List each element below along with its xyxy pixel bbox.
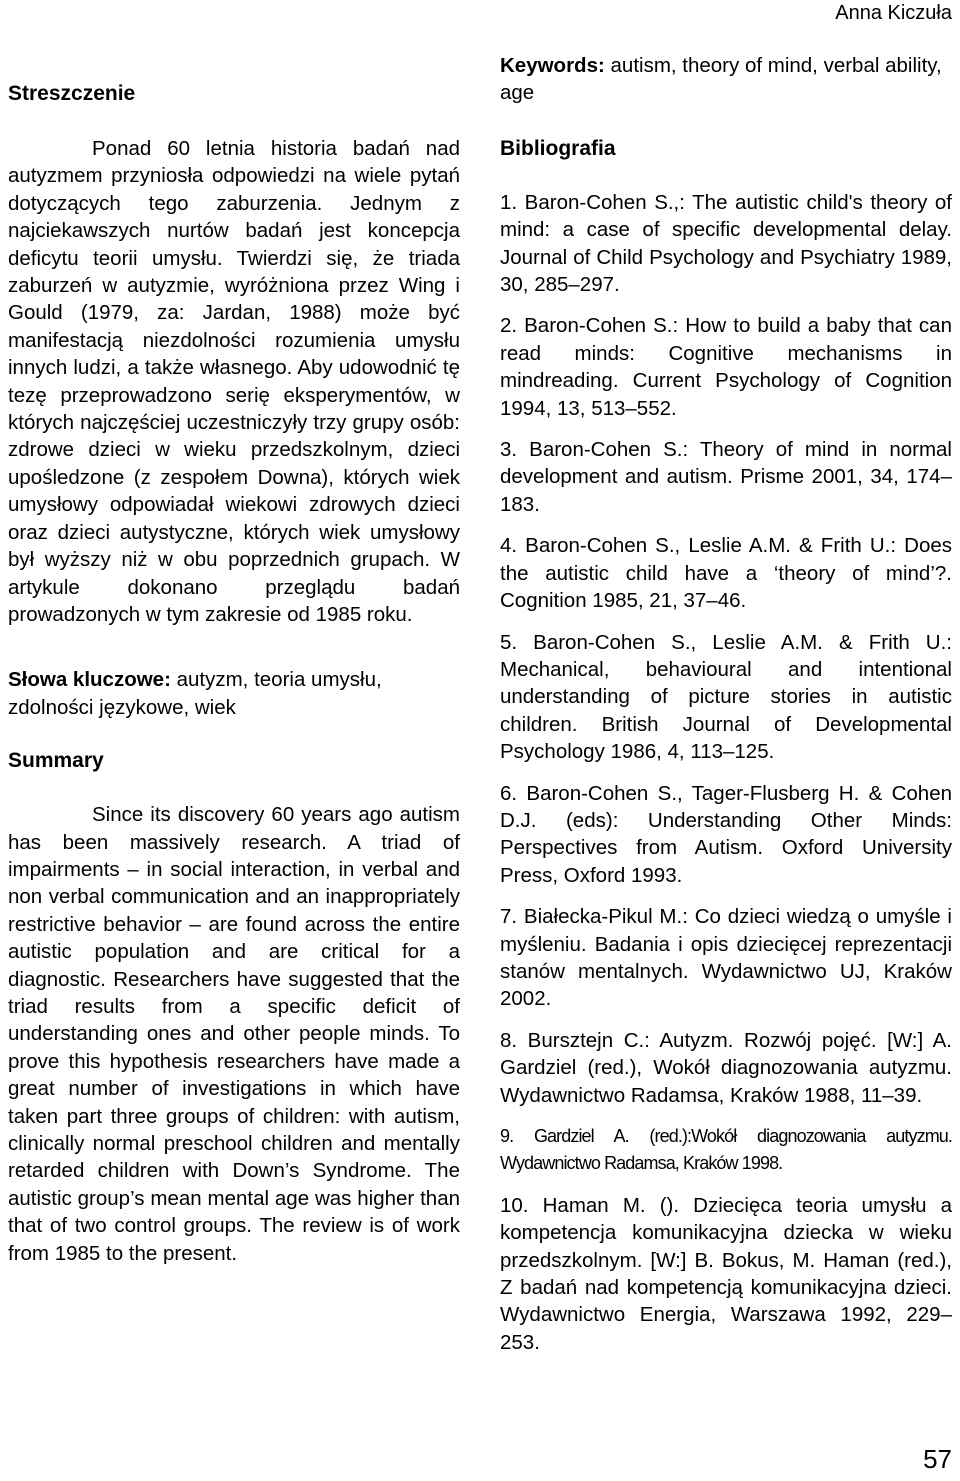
keywords — [500, 52, 952, 107]
keywords-label: Keywords: — [500, 54, 605, 77]
streszczenie-text: Ponad 60 letnia historia badań nad autyzmem przyniosła odpowiedzi na wiele pytań dotyczących tego zaburzenia. Jednym z najciekawszych nurtów badań jest koncepcja deficytu teorii umysłu. Twierdzi się, że triada zaburzeń w autyzmie, wyróżniona przez Wing i Gould (1979, za: Jardan, 1988) może być manifestacją niezdolności rozumienia umysłu innych ludzi, a także własnego. Aby udowodnić tę tezę przeprowadzono serię eksperymentów, w których najczęściej uczestniczyły trzy grupy osób: zdrowe dzieci w wieku przedszkolnym, dzieci upośledzone (z zespołem Downa), których wiek umysłowy odpowiadał wiekowi zdrowych dzieci oraz dzieci autystyczne, których wiek umysłowy był wyższy niż w obu poprzednich grupach. W artykule dokonano przeglądu badań prowadzonych w tym zakresie od 1985 roku. — [8, 137, 460, 626]
bibliografia-heading: Bibliografia — [500, 136, 616, 160]
reference-item-10: 10. Haman M. (). Dziecięca teoria umysłu a kompetencja komunikacyjna dziecka w wieku przedszkolnym. [W:] B. Bokus, M. Haman (red.), Z badań nad kompetencją komunikacyjna dzieci. Wydawnictwo Energia, Warszawa 1992, 229–253. — [500, 1193, 952, 1354]
keywords-text: autism, theory of mind, verbal ability, age — [500, 54, 942, 105]
left-column — [8, 80, 460, 1267]
reference-item-1: 1. Baron-Cohen S.,: The autistic child's theory of mind: a case of specific developmental delay. Journal of Child Psychology and Psychiatry 1989, 30, 285–297. — [500, 190, 952, 297]
reference-item-9: 9. Gardziel A. (red.):Wokół diagnozowania autyzmu. Wydawnictwo Radamsa, Kraków 1998. — [500, 1126, 952, 1174]
streszczenie-heading: Streszczenie — [8, 82, 136, 105]
summary-text: Since its discovery 60 years ago autism has been massively research. A triad of impairments – in social interaction, in verbal and non verbal communication and an inappropriately restrictive behavior – are found across the entire autistic population and are critical for a diagnostic. Researchers have suggested that the triad results from a specific deficit of understanding ones and other people minds. To prove this hypothesis researchers have made a great number of investigations in which have taken part three groups of children: with autism, clinically normal preschool children and mentally retarded children with Down’s Syndrome. The autistic group’s mean mental age was higher than that of two control groups. The review is of work from 1985 to the present. — [8, 803, 460, 1265]
reference-list — [500, 189, 952, 1356]
slowa-kluczowe-text: autyzm, teoria umysłu, zdolności językowe, wiek — [8, 668, 382, 719]
reference-item-6: 6. Baron-Cohen S., Tager-Flusberg H. & Cohen D.J. (eds): Understanding Other Minds: Perspectives from Autism. Oxford University Press, Oxford 1993. — [500, 781, 952, 887]
page-number: 57 — [923, 1444, 952, 1474]
summary-heading: Summary — [8, 749, 104, 773]
slowa-kluczowe — [8, 666, 460, 721]
reference-item-3: 3. Baron-Cohen S.: Theory of mind in normal development and autism. Prisme 2001, 34, 174–183. — [500, 438, 952, 516]
slowa-kluczowe-label: Słowa kluczowe: — [8, 668, 171, 692]
reference-item-5: 5. Baron-Cohen S., Leslie A.M. & Frith U.: Mechanical, behavioural and intentional understanding of picture stories in autistic children. British Journal of Developmental Psychology 1986, 4, 113–125. — [500, 630, 952, 764]
reference-item-7: 7. Białecka-Pikul M.: Co dzieci wiedzą o umyśle i myśleniu. Badania i opis dziecięcej reprezentacji stanów mentalnych. Wydawnictwo UJ, Kraków 2002. — [500, 905, 952, 1011]
reference-item-4: 4. Baron-Cohen S., Leslie A.M. & Frith U.: Does the autistic child have a ‘theory of mind’?. Cognition 1985, 21, 37–46. — [500, 534, 952, 613]
reference-item-2: 2. Baron-Cohen S.: How to build a baby that can read minds: Cognitive mechanisms in mindreading. Current Psychology of Cognition 1994, 13, 513–552. — [500, 314, 952, 420]
running-header-author: Anna Kiczuła — [835, 2, 952, 24]
reference-item-8: 8. Bursztejn C.: Autyzm. Rozwój pojęć. [W:] A. Gardziel (red.), Wokół diagnozowania autyzmu. Wydawnictwo Radamsa, Kraków 1988, 11–39. — [500, 1028, 952, 1107]
right-column — [500, 52, 952, 1370]
